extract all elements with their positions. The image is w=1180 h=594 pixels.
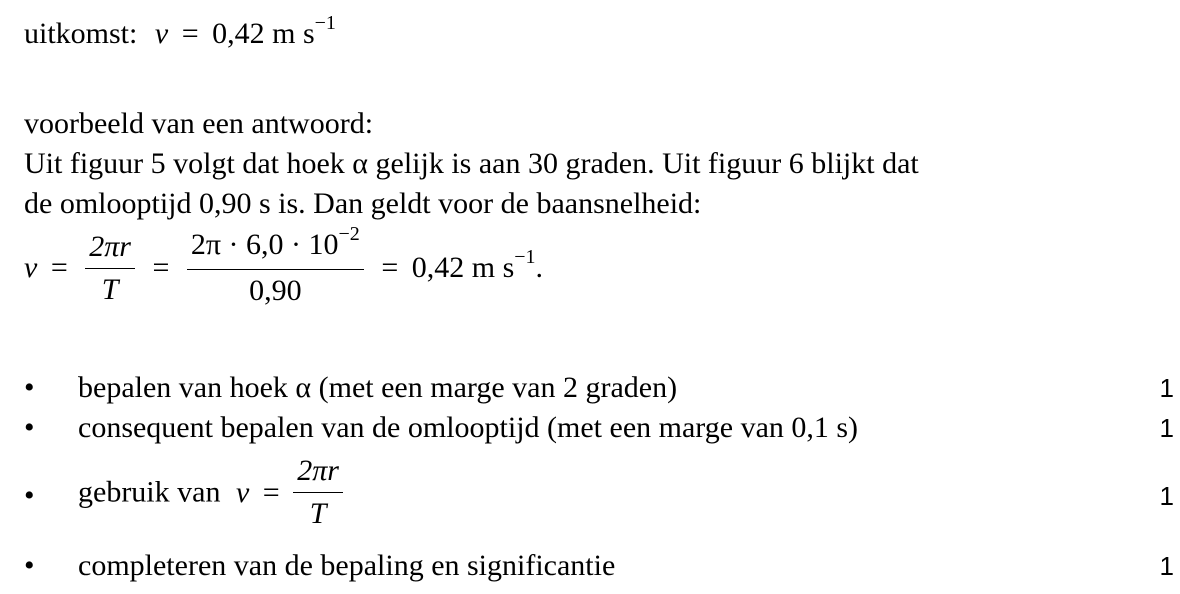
result-line xyxy=(24,12,336,55)
list-item xyxy=(24,548,1174,584)
list-item xyxy=(24,452,1174,540)
result-var: v xyxy=(154,17,169,50)
bullet: • xyxy=(24,411,35,444)
criterion-formula-var: v xyxy=(235,475,250,509)
criterion-formula-numerator: 2πr xyxy=(293,452,343,493)
formula-fraction-2-exp: −2 xyxy=(338,223,360,245)
formula-lhs: v xyxy=(24,251,38,284)
formula-end: . xyxy=(535,251,544,284)
formula-result-group xyxy=(411,246,544,284)
formula-fraction-2-numerator-text: 2π · 6,0 · 10 xyxy=(190,228,339,261)
criterion-text: completeren van de bepaling en significantie xyxy=(78,549,616,582)
result-exp: −1 xyxy=(314,12,336,34)
bullet: • xyxy=(24,371,35,404)
criterion-formula-fraction xyxy=(293,452,343,533)
formula-fraction-1 xyxy=(85,228,135,309)
bullet: • xyxy=(24,549,35,582)
formula-eq-2: = xyxy=(152,251,170,284)
result-eq: = xyxy=(181,17,199,50)
criterion-text: consequent bepalen van de omlooptijd (met een marge van 0,1 s) xyxy=(78,411,859,444)
criterion-formula-denominator: T xyxy=(309,497,327,530)
list-item xyxy=(24,410,1174,446)
formula-fraction-2-numerator xyxy=(187,223,364,270)
criterion-formula-eq: = xyxy=(262,475,280,509)
result-label: uitkomst: xyxy=(24,17,138,50)
criterion-score: 1 xyxy=(1159,373,1174,403)
formula-eq-1: = xyxy=(50,251,68,284)
formula-fraction-1-numerator: 2πr xyxy=(85,228,135,269)
example-heading: voorbeeld van een antwoord: xyxy=(24,107,374,140)
formula xyxy=(24,223,544,310)
result-value: 0,42 m s xyxy=(212,17,315,50)
example-line-1: Uit figuur 5 volgt dat hoek α gelijk is aan 30 graden. Uit figuur 6 blijkt dat xyxy=(24,147,919,180)
formula-fraction-1-denominator: T xyxy=(101,272,119,306)
bullet: • xyxy=(24,479,35,512)
criterion-text-group xyxy=(78,452,343,533)
formula-result-exp: −1 xyxy=(514,246,536,268)
formula-fraction-2-denominator: 0,90 xyxy=(249,274,302,307)
criterion-score: 1 xyxy=(1159,551,1174,581)
criterion-text: bepalen van hoek α (met een marge van 2 graden) xyxy=(78,371,678,404)
example-line-2: de omlooptijd 0,90 s is. Dan geldt voor de baansnelheid: xyxy=(24,187,702,220)
formula-fraction-2 xyxy=(187,223,364,310)
formula-eq-3: = xyxy=(381,251,399,284)
criterion-text: gebruik van xyxy=(78,475,221,509)
list-item xyxy=(24,370,1174,406)
formula-result: 0,42 m s xyxy=(411,251,515,284)
criterion-score: 1 xyxy=(1159,481,1174,511)
criterion-score: 1 xyxy=(1159,413,1174,443)
